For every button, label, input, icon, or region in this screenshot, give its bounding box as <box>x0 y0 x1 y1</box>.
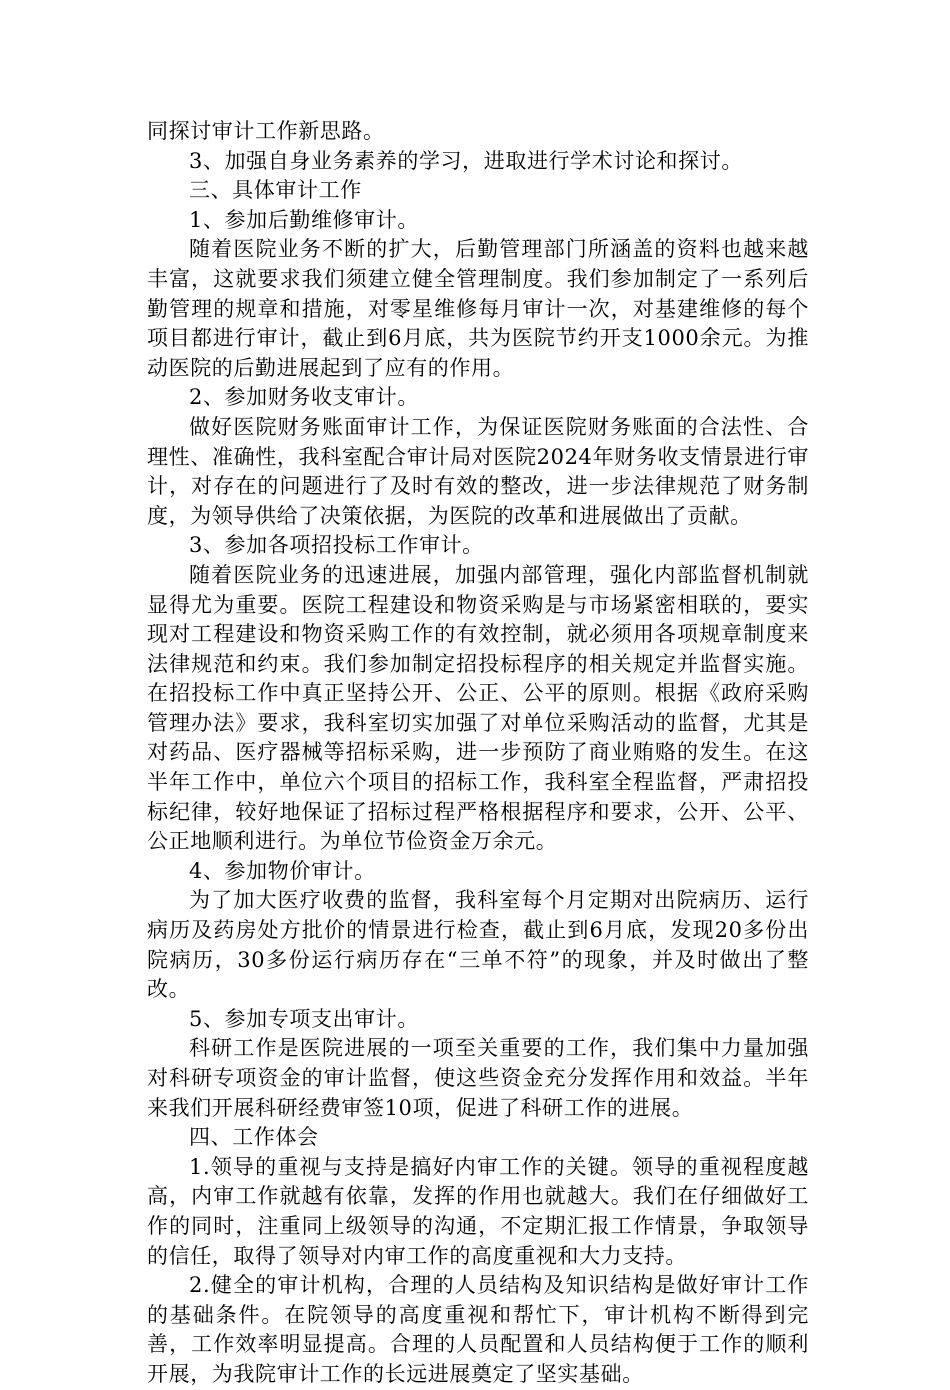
paragraph-maintenance-audit: 随着医院业务不断的扩大，后勤管理部门所涵盖的资料也越来越丰富，这就要求我们须建立健全管理制度。我们参加制定了一系列后勤管理的规章和措施，对零星维修每月审计一次，对基建维修的每个项目都进行审计，截止到6月底，共为医院节约开支1000余元。为推动医院的后勤进展起到了应有的作用。 <box>147 237 809 380</box>
subheading-maintenance-audit: 1、参加后勤维修审计。 <box>189 207 419 232</box>
paragraph-item-3-study: 3、加强自身业务素养的学习，进取进行学术讨论和探讨。 <box>189 148 743 173</box>
subheading-finance-audit: 2、参加财务收支审计。 <box>189 385 419 410</box>
paragraph-price-audit: 为了加大医疗收费的监督，我科室每个月定期对出院病历、运行病历及药房处方批价的情景进行检查，截止到6月底，发现20多份出院病历，30多份运行病历存在“三单不符”的现象，并及时做出了整改。 <box>147 888 809 1002</box>
subheading-special-expense-audit: 5、参加专项支出审计。 <box>189 1006 419 1031</box>
section-heading-specific-audit: 三、具体审计工作 <box>189 178 362 203</box>
document-body <box>147 117 809 1390</box>
paragraph-special-expense-audit: 科研工作是医院进展的一项至关重要的工作，我们集中力量加强对科研专项资金的审计监督，使这些资金充分发挥作用和效益。半年来我们开展科研经费审签10项，促进了科研工作的进展。 <box>147 1036 809 1120</box>
subheading-price-audit: 4、参加物价审计。 <box>189 858 376 883</box>
paragraph-experience-2: 2.健全的审计机构，合理的人员结构及知识结构是做好审计工作的基础条件。在院领导的高度重视和帮忙下，审计机构不断得到完善，工作效率明显提高。合理的人员配置和人员结构便于工作的顺利开展，为我院审计工作的长远进展奠定了坚实基础。 <box>147 1273 809 1386</box>
paragraph-continuation: 同探讨审计工作新思路。 <box>147 119 385 143</box>
section-heading-experience: 四、工作体会 <box>189 1125 319 1150</box>
paragraph-bidding-audit: 随着医院业务的迅速进展，加强内部管理，强化内部监督机制就显得尤为重要。医院工程建设和物资采购是与市场紧密相联的，要实现对工程建设和物资采购工作的有效控制，就必须用各项规章制度来法律规范和约束。我们参加制定招投标程序的相关规定并监督实施。在招投标工作中真正坚持公开、公正、公平的原则。根据《政府采购管理办法》要求，我科室切实加强了对单位采购活动的监督，尤其是对药品、医疗器械等招标采购，进一步预防了商业贿赂的发生。在这半年工作中，单位六个项目的招标工作，我科室全程监督，严肃招投标纪律，较好地保证了招标过程严格根据程序和要求，公开、公平、公正地顺利进行。为单位节俭资金万余元。 <box>147 562 809 854</box>
paragraph-finance-audit: 做好医院财务账面审计工作，为保证医院财务账面的合法性、合理性、准确性，我科室配合审计局对医院2024年财务收支情景进行审计，对存在的问题进行了及时有效的整改，进一步法律规范了财务制度，为领导供给了决策依据，为医院的改革和进展做出了贡献。 <box>147 414 809 528</box>
subheading-bidding-audit: 3、参加各项招投标工作审计。 <box>189 533 484 558</box>
paragraph-experience-1: 1.领导的重视与支持是搞好内审工作的关键。领导的重视程度越高，内审工作就越有依靠，发挥的作用也就越大。我们在仔细做好工作的同时，注重同上级领导的沟通，不定期汇报工作情景，争取领导的信任，取得了领导对内审工作的高度重视和大力支持。 <box>147 1154 809 1268</box>
